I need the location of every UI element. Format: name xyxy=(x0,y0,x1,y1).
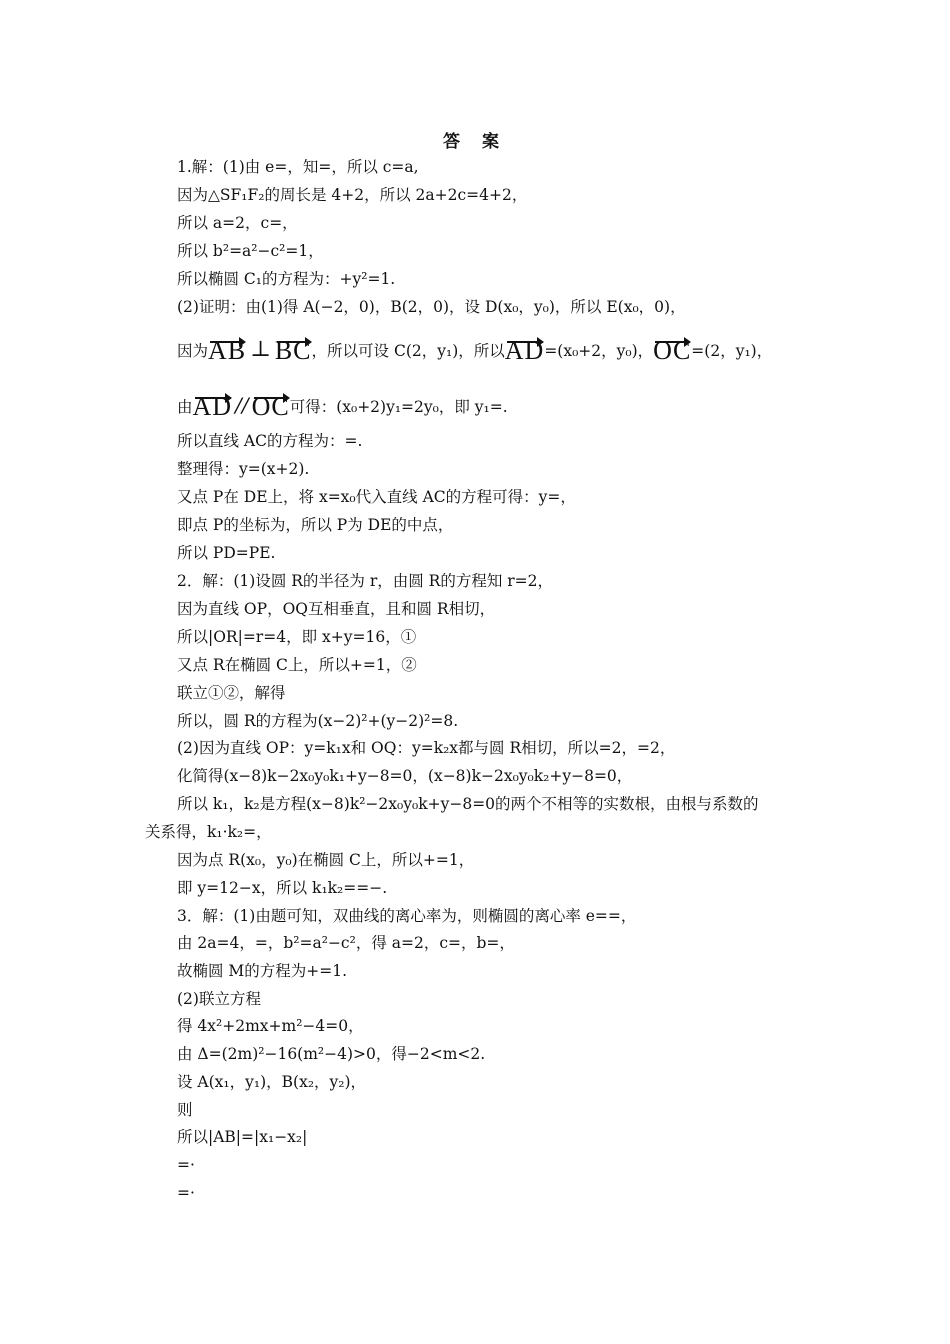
vector-oc: OC xyxy=(251,392,290,421)
text-line: 又点 R在椭圆 C上，所以+=1，② xyxy=(177,656,417,674)
vector-line-2 xyxy=(177,392,508,421)
vector-bc: BC xyxy=(274,336,312,365)
text-line: 得 4x²+2mx+m²−4=0， xyxy=(177,1017,364,1035)
text-line: (2)因为直线 OP：y=k₁x和 OQ：y=k₂x都与圆 R相切，所以=2，=2， xyxy=(177,739,676,757)
perpendicular-symbol: ⊥ xyxy=(250,337,271,362)
text-line: 所以直线 AC的方程为：=. xyxy=(177,432,363,450)
text-fragment: 可得：(x₀+2)y₁=2y₀，即 y₁=. xyxy=(289,398,508,416)
text-line: =· xyxy=(177,1156,195,1174)
page-title: 答 案 xyxy=(443,132,507,152)
text-line: =· xyxy=(177,1184,195,1202)
text-line: (2)证明：由(1)得 A(−2，0)，B(2，0)，设 D(x₀，y₀)，所以 E(x₀，0)， xyxy=(177,298,686,316)
text-line: 因为△SF₁F₂的周长是 4+2，所以 2a+2c=4+2， xyxy=(177,186,528,204)
text-line: 所以椭圆 C₁的方程为：+y²=1. xyxy=(177,270,396,288)
text-line: 由 Δ=(2m)²−16(m²−4)>0，得−2<m<2. xyxy=(177,1045,486,1063)
text-line: 即 y=12−x，所以 k₁k₂==−. xyxy=(177,879,388,897)
vector-ad: AD xyxy=(504,336,545,365)
text-fragment: 因为 xyxy=(177,342,209,360)
vector-ad: AD xyxy=(192,392,233,421)
text-line: 因为直线 OP，OQ互相垂直，且和圆 R相切， xyxy=(177,600,496,618)
vector-ab: AB xyxy=(208,336,247,365)
text-line: 所以|OR|=r=4，即 x+y=16，① xyxy=(177,628,417,646)
text-line: 设 A(x₁，y₁)，B(x₂，y₂)， xyxy=(177,1073,367,1091)
text-line: 则 xyxy=(177,1101,193,1119)
text-line: 所以 b²=a²−c²=1， xyxy=(177,242,324,260)
text-line: 由 2a=4，=，b²=a²−c²，得 a=2，c=，b=， xyxy=(177,934,515,952)
text-line: 联立①②，解得 xyxy=(177,684,286,702)
text-fragment: =(x₀+2，y₀)， xyxy=(544,342,654,360)
text-line: 故椭圆 M的方程为+=1. xyxy=(177,962,348,980)
text-fragment: =(2，y₁)， xyxy=(691,342,773,360)
text-line: 因为点 R(x₀，y₀)在椭圆 C上，所以+=1， xyxy=(177,851,475,869)
text-line: 所以 a=2，c=， xyxy=(177,214,298,232)
text-fragment: ，所以可设 C(2，y₁)，所以 xyxy=(311,342,505,360)
text-line: 3．解：(1)由题可知，双曲线的离心率为，则椭圆的离心率 e==， xyxy=(177,907,637,925)
text-fragment: 由 xyxy=(177,398,193,416)
text-line: 所以|AB|=|x₁−x₂| xyxy=(177,1128,308,1146)
text-line: 1.解：(1)由 e=，知=，所以 c=a, xyxy=(177,158,419,176)
text-line: 整理得：y=(x+2). xyxy=(177,460,310,478)
parallel-symbol: // xyxy=(235,393,249,417)
text-line: 所以，圆 R的方程为(x−2)²+(y−2)²=8. xyxy=(177,712,459,730)
vector-line-1 xyxy=(177,336,773,365)
text-line: 所以 k₁，k₂是方程(x−8)k²−2x₀y₀k+y−8=0的两个不相等的实数根，由根与系数的 xyxy=(177,795,759,813)
text-line: (2)联立方程 xyxy=(177,990,261,1008)
vector-oc: OC xyxy=(653,336,692,365)
text-line: 关系得，k₁·k₂=， xyxy=(145,823,272,841)
text-line: 化简得(x−8)k−2x₀y₀k₁+y−8=0，(x−8)k−2x₀y₀k₂+y−8=0， xyxy=(177,767,633,785)
text-line: 所以 PD=PE. xyxy=(177,544,276,562)
text-line: 即点 P的坐标为，所以 P为 DE的中点， xyxy=(177,516,454,534)
text-line: 又点 P在 DE上，将 x=x₀代入直线 AC的方程可得：y=， xyxy=(177,488,576,506)
text-line: 2．解：(1)设圆 R的半径为 r，由圆 R的方程知 r=2， xyxy=(177,572,554,590)
